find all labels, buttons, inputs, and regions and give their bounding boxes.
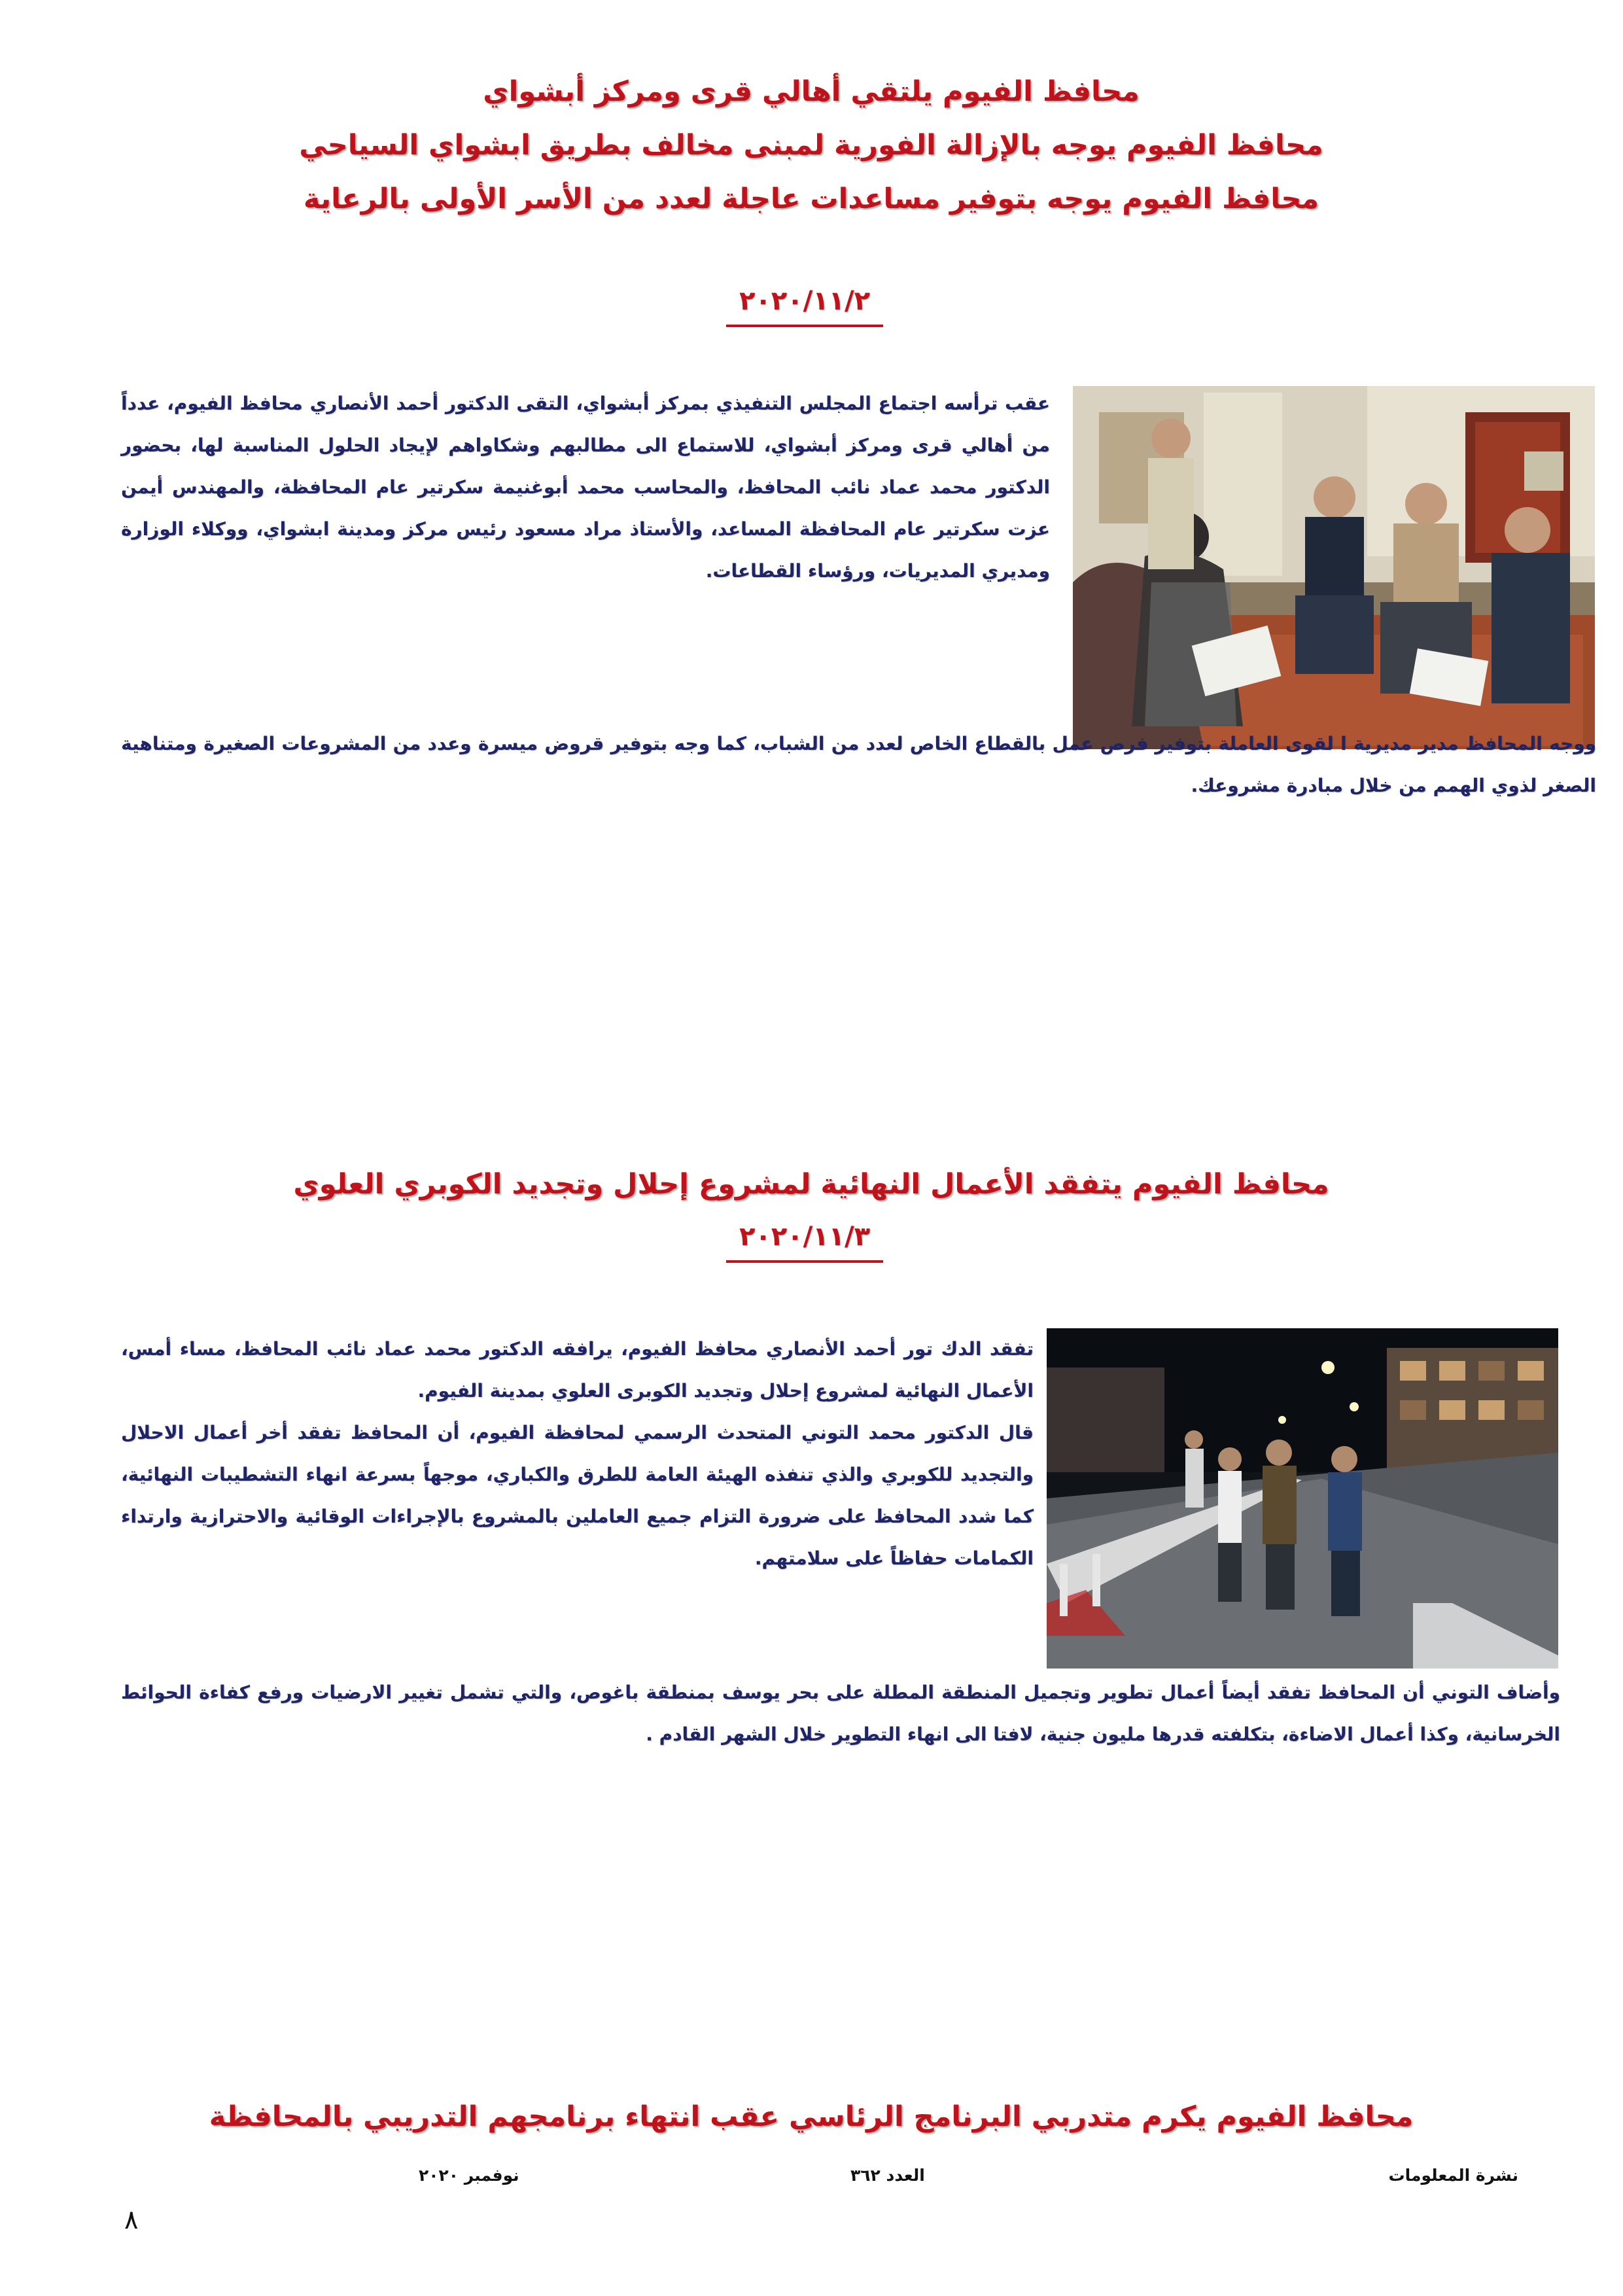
article3-headline: محافظ الفيوم يكرم متدربي البرنامج الرئاسي عقب انتهاء برنامجهم التدريبي بالمحافظة (209, 2100, 1414, 2133)
meeting-photo (1073, 386, 1595, 749)
article2-date: ٢٠٢٠/١١/٣ (726, 1217, 883, 1263)
article1-date: ٢٠٢٠/١١/٢ (726, 281, 883, 327)
article2-paragraph-1: تفقد الدك تور أحمد الأنصاري محافظ الفيوم، يرافقه الدكتور محمد عماد نائب المحافظ، مساء أمس، الأعمال النهائية لمشروع إحلال وتجديد الكوبرى العلوي بمدينة الفيوم. (121, 1338, 1034, 1402)
footer-publication: نشرة المعلومات (1388, 2166, 1518, 2185)
article1-paragraph-2: ووجه المحافظ مدير مديرية ا لقوى العاملة بتوفير فرص عمل بالقطاع الخاص لعدد من الشباب، كما وجه بتوفير قروض ميسرة وعدد من المشروعات الصغيرة ومتناهية الصغر لذوي الهمم من خلال مبادرة مشروعك. (121, 733, 1596, 796)
article2-body-continued (121, 1672, 1560, 1756)
article1-headline-3: محافظ الفيوم يوجه بتوفير مساعدات عاجلة لعدد من الأسر الأولى بالرعاية (303, 183, 1319, 215)
article2-headline-block (196, 1161, 1426, 1207)
article1-headlines (196, 69, 1426, 222)
article2-paragraph-3: وأضاف التوني أن المحافظ تفقد أيضاً أعمال تطوير وتجميل المنطقة المطلة على بحر يوسف بمنطقة باغوص، والتي تشمل تغيير الارضيات ورفع كفاءة الحوائط الخرسانية، وكذا أعمال الاضاءة، بتكلفته قدرها مليون جنية، لافتا الى انهاء التطوير خلال الشهر القادم . (121, 1682, 1560, 1745)
article2-paragraph-2: قال الدكتور محمد التوني المتحدث الرسمي لمحافظة الفيوم، أن المحافظ تفقد أخر أعمال الاحلال والتجديد للكوبري والذي تنفذه الهيئة العامة للطرق والكباري، موجهاً بسرعة انهاء التشطيبات النهائية، كما شدد المحافظ على ضرورة التزام جميع العاملين بالمشروع بالإجراءات الوقائية والاحترازية وارتداء الكمامات حفاظاً على سلامتهم. (121, 1422, 1034, 1569)
article1-body (121, 383, 1050, 592)
article1-paragraph-1: عقب ترأسه اجتماع المجلس التنفيذي بمركز أبشواي، التقى الدكتور أحمد الأنصاري محافظ الفيوم، عدداً من أهالي قرى ومركز أبشواي، للاستماع الى مطالبهم وشكاواهم لإيجاد الحلول المناسبة لها، بحضور الدكتور محمد عماد نائب المحافظ، والمحاسب محمد أبوغنيمة سكرتير عام المحافظة، والمهندس أيمن عزت سكرتير عام المحافظة المساعد، والأستاذ مراد مسعود رئيس مركز ومدينة ابشواي، ووكلاء الوزارة ومديري المديريات، ورؤساء القطاعات. (121, 393, 1050, 582)
article1-headline-1: محافظ الفيوم يلتقي أهالي قرى ومركز أبشواي (483, 75, 1140, 108)
article1-body-continued (121, 723, 1596, 807)
footer-issue: العدد ٣٦٢ (850, 2166, 925, 2185)
article3-headline-block (196, 2094, 1426, 2140)
bridge-night-photo (1047, 1328, 1558, 1669)
article1-headline-2: محافظ الفيوم يوجه بالإزالة الفورية لمبنى مخالف بطريق ابشواي السياحي (299, 129, 1323, 162)
footer-month: نوفمبر ٢٠٢٠ (419, 2166, 519, 2185)
page-number: ٨ (124, 2205, 139, 2235)
article2-body (121, 1328, 1034, 1580)
article2-headline: محافظ الفيوم يتفقد الأعمال النهائية لمشروع إحلال وتجديد الكوبري العلوي (293, 1168, 1329, 1201)
